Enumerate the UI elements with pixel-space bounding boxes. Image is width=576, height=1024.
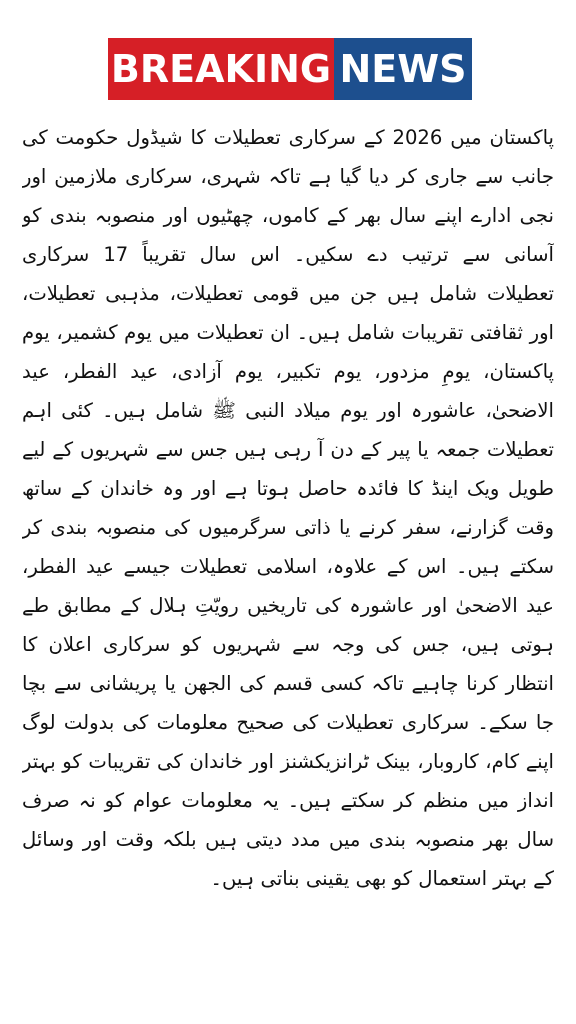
banner-word-news: NEWS: [334, 38, 472, 100]
banner-word-breaking: BREAKING: [108, 38, 334, 100]
breaking-news-banner: [108, 38, 472, 100]
article-body: پاکستان میں 2026 کے سرکاری تعطیلات کا شیڈول حکومت کی جانب سے جاری کر دیا گیا ہے تاکہ شہری، سرکاری ملازمین اور نجی ادارے اپنے سال بھر کے کاموں، چھٹیوں اور منصوبہ بندی کو آسانی سے ترتیب دے سکیں۔ اس سال تقریباً 17 سرکاری تعطیلات شامل ہیں جن میں قومی تعطیلات، مذہبی تعطیلات، اور ثقافتی تقریبات شامل ہیں۔ ان تعطیلات میں یوم کشمیر، یوم پاکستان، یومِ مزدور، یوم تکبیر، یوم آزادی، عید الفطر، عید الاضحیٰ، عاشورہ اور یوم میلاد النبی ﷺ شامل ہیں۔ کئی اہم تعطیلات جمعہ یا پیر کے دن آ رہی ہیں جس سے شہریوں کے لیے طویل ویک اینڈ کا فائدہ حاصل ہوتا ہے اور وہ خاندان کے ساتھ وقت گزارنے، سفر کرنے یا ذاتی سرگرمیوں کی منصوبہ بندی کر سکتے ہیں۔ اس کے علاوہ، اسلامی تعطیلات جیسے عید الفطر، عید الاضحیٰ اور عاشورہ کی تاریخیں رویّتِ ہلال کے مطابق طے ہوتی ہیں، جس کی وجہ سے شہریوں کو سرکاری اعلان کا انتظار کرنا چاہیے تاکہ کسی قسم کی الجھن یا پریشانی سے بچا جا سکے۔ سرکاری تعطیلات کی صحیح معلومات کی بدولت لوگ اپنے کام، کاروبار، بینک ٹرانزیکشنز اور خاندان کی تقریبات کو بہتر انداز میں منظم کر سکتے ہیں۔ یہ معلومات عوام کو نہ صرف سال بھر منصوبہ بندی میں مدد دیتی ہیں بلکہ وقت اور وسائل کے بہتر استعمال کو بھی یقینی بناتی ہیں۔: [22, 126, 554, 890]
